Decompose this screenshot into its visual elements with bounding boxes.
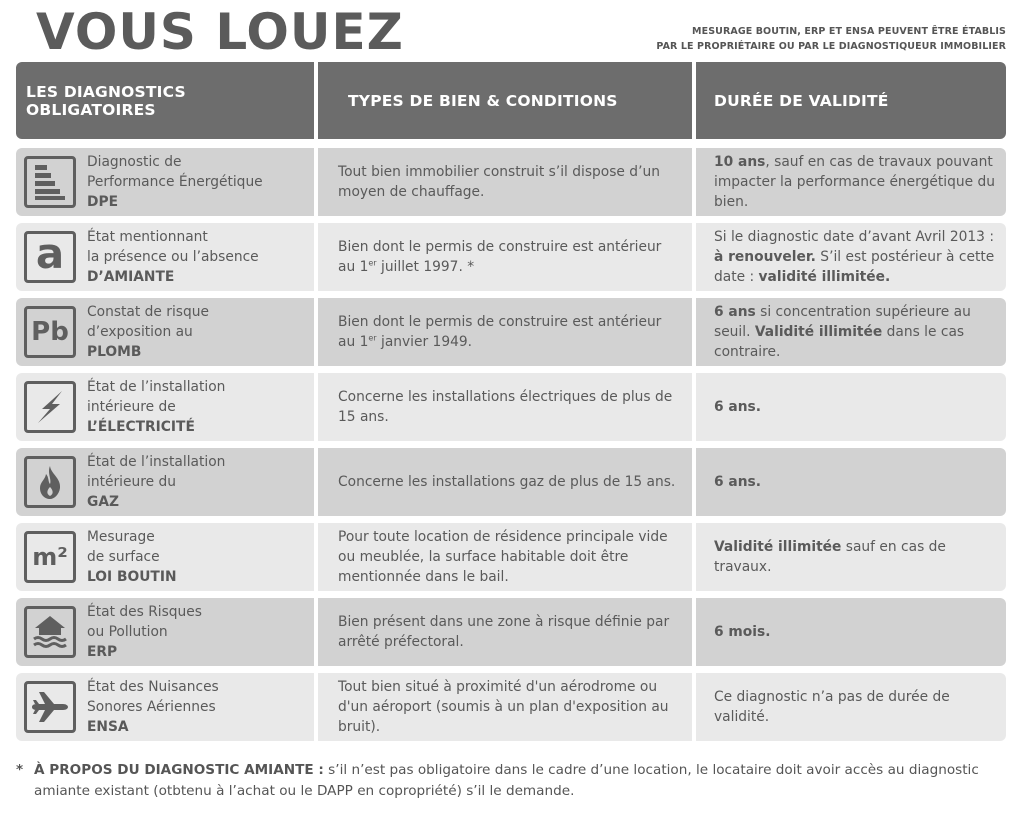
validity-rest: , sauf en cas de travaux pouvant impacter la performance énergétique du bien. <box>714 154 995 210</box>
diagnostic-code: L’ÉLECTRICITÉ <box>87 419 195 435</box>
validity-cell <box>696 598 1006 666</box>
diagnostic-code: GAZ <box>87 494 120 510</box>
validity-cell <box>696 673 1006 741</box>
icon-glyph: Pb <box>31 317 69 347</box>
icon-glyph: m² <box>32 543 68 571</box>
label-line: ou Pollution <box>87 624 168 640</box>
header-note-line1: MESURAGE BOUTIN, ERP ET ENSA PEUVENT ÊTRE ÉTABLIS <box>692 26 1006 37</box>
superscript: er <box>368 333 377 343</box>
conditions-cell <box>318 373 692 441</box>
icon-glyph: a <box>35 229 65 278</box>
validity-bold: 6 ans <box>714 304 756 320</box>
diagnostic-code: PLOMB <box>87 344 142 360</box>
validity-bold: 6 ans. <box>714 474 761 490</box>
page-title: VOUS LOUEZ <box>36 3 404 61</box>
diagnostic-label <box>87 527 177 587</box>
diagnostic-code: DPE <box>87 194 118 210</box>
conditions-text: Concerne les installations électriques de plus de 15 ans. <box>338 389 673 425</box>
validity-text <box>714 472 761 492</box>
table-row <box>16 523 1006 591</box>
validity-text <box>714 622 770 642</box>
diagnostic-cell <box>16 298 314 366</box>
conditions-text: Concerne les installations gaz de plus de 15 ans. <box>338 474 676 490</box>
conditions-cell <box>318 673 692 741</box>
diagnostic-cell <box>16 373 314 441</box>
diagnostics-table <box>16 148 1006 748</box>
table-row <box>16 598 1006 666</box>
diagnostic-cell <box>16 148 314 216</box>
conditions-cell <box>318 148 692 216</box>
validity-cell <box>696 523 1006 591</box>
conditions-cell <box>318 298 692 366</box>
validity-text <box>714 227 998 287</box>
diagnostic-label <box>87 452 225 512</box>
conditions-text <box>338 237 682 277</box>
validity-bold: Validité illimitée <box>714 539 842 555</box>
table-row <box>16 448 1006 516</box>
energy-bars-icon <box>24 156 76 208</box>
diagnostic-cell <box>16 448 314 516</box>
label-line: la présence ou l’absence <box>87 249 259 265</box>
validity-bold: 6 mois. <box>714 624 771 640</box>
label-line: Performance Énergétique <box>87 174 263 190</box>
validity-text <box>714 537 998 577</box>
conditions-part: Bien dont le permis de construire est antérieur au 1 <box>338 239 662 275</box>
conditions-part: janvier 1949. <box>376 334 473 350</box>
label-line: État de l’installation <box>87 379 226 395</box>
header-note-line2: PAR LE PROPRIÉTAIRE OU PAR LE DIAGNOSTIQUEUR IMMOBILIER <box>656 41 1006 52</box>
conditions-text: Pour toute location de résidence principale vide ou meublée, la surface habitable doit être mentionnée dans le bail. <box>338 529 668 585</box>
validity-bold: 6 ans. <box>714 399 761 415</box>
label-line: État des Risques <box>87 604 202 620</box>
validity-text <box>714 302 998 362</box>
conditions-cell <box>318 223 692 291</box>
diagnostic-cell <box>16 223 314 291</box>
diagnostic-label <box>87 302 209 362</box>
validity-rest: sauf en cas de travaux. <box>714 539 946 575</box>
diagnostic-cell <box>16 523 314 591</box>
lightning-icon <box>24 381 76 433</box>
label-line: État des Nuisances <box>87 679 219 695</box>
diagnostic-label <box>87 377 225 437</box>
flooded-house-icon <box>24 606 76 658</box>
conditions-cell <box>318 598 692 666</box>
label-line: Sonores Aériennes <box>87 699 216 715</box>
label-line: État mentionnant <box>87 229 208 245</box>
conditions-text: Bien présent dans une zone à risque définie par arrêté préfectoral. <box>338 614 670 650</box>
diagnostic-label <box>87 152 263 212</box>
table-row <box>16 673 1006 741</box>
table-row <box>16 298 1006 366</box>
validity-bold: 10 ans <box>714 154 766 170</box>
header-diagnostics: LES DIAGNOSTICS OBLIGATOIRES <box>16 62 314 139</box>
label-line: État de l’installation <box>87 454 226 470</box>
validity-text <box>714 397 761 417</box>
validity-cell <box>696 223 1006 291</box>
label-line: intérieure de <box>87 399 176 415</box>
diagnostic-cell <box>16 673 314 741</box>
conditions-text <box>338 312 682 352</box>
diagnostic-code: D’AMIANTE <box>87 269 175 285</box>
validity-text <box>714 152 998 212</box>
validity-cell <box>696 373 1006 441</box>
header-validity: DURÉE DE VALIDITÉ <box>696 62 1006 139</box>
label-line: intérieure du <box>87 474 176 490</box>
table-row <box>16 223 1006 291</box>
square-meter-icon <box>24 531 76 583</box>
conditions-text: Tout bien situé à proximité d'un aérodrome ou d'un aéroport (soumis à un plan d'exposition au bruit). <box>338 679 669 735</box>
label-line: Mesurage <box>87 529 155 545</box>
validity-part: dans le cas contraire. <box>714 324 965 360</box>
label-line: Diagnostic de <box>87 154 182 170</box>
diagnostic-label <box>87 227 259 287</box>
validity-bold: à renouveler. <box>714 249 816 265</box>
footnote-star: * <box>16 762 24 778</box>
footnote-title: À PROPOS DU DIAGNOSTIC AMIANTE : <box>34 762 324 778</box>
diagnostic-code: ENSA <box>87 719 129 735</box>
validity-part: S’il est postérieur à cette date : <box>714 249 995 285</box>
label-line: Constat de risque <box>87 304 209 320</box>
validity-cell <box>696 448 1006 516</box>
conditions-cell <box>318 523 692 591</box>
diagnostic-code: ERP <box>87 644 118 660</box>
diagnostic-code: LOI BOUTIN <box>87 569 177 585</box>
validity-text: Ce diagnostic n’a pas de durée de validité. <box>714 689 950 725</box>
label-line: d’exposition au <box>87 324 193 340</box>
diagnostic-cell <box>16 598 314 666</box>
validity-bold: Validité illimitée <box>754 324 883 340</box>
conditions-part: juillet 1997. * <box>376 259 475 275</box>
footnote-text: amiante existant (otbtenu à l’achat ou le DAPP en copropriété) s’il le demande. <box>34 783 575 799</box>
validity-part: si concentration supérieure au seuil. <box>714 304 971 340</box>
header-note <box>656 24 1006 54</box>
header-types: TYPES DE BIEN & CONDITIONS <box>318 62 692 139</box>
superscript: er <box>368 258 377 268</box>
validity-part: Si le diagnostic date d’avant Avril 2013 : <box>714 229 994 245</box>
conditions-part: Bien dont le permis de construire est antérieur au 1 <box>338 314 662 350</box>
conditions-cell <box>318 448 692 516</box>
airplane-icon <box>24 681 76 733</box>
validity-cell <box>696 298 1006 366</box>
table-row <box>16 373 1006 441</box>
lead-pb-icon <box>24 306 76 358</box>
validity-bold: validité illimitée. <box>758 269 891 285</box>
table-row <box>16 148 1006 216</box>
validity-cell <box>696 148 1006 216</box>
diagnostic-label <box>87 602 202 662</box>
letter-a-icon <box>24 231 76 283</box>
conditions-text: Tout bien immobilier construit s’il dispose d’un moyen de chauffage. <box>338 164 660 200</box>
footnote-text: s’il n’est pas obligatoire dans le cadre d’une location, le locataire doit avoir accès au diagnostic <box>323 762 979 778</box>
diagnostic-label <box>87 677 219 737</box>
table-header <box>16 62 1006 139</box>
flame-icon <box>24 456 76 508</box>
footnote <box>16 760 1006 802</box>
label-line: de surface <box>87 549 160 565</box>
